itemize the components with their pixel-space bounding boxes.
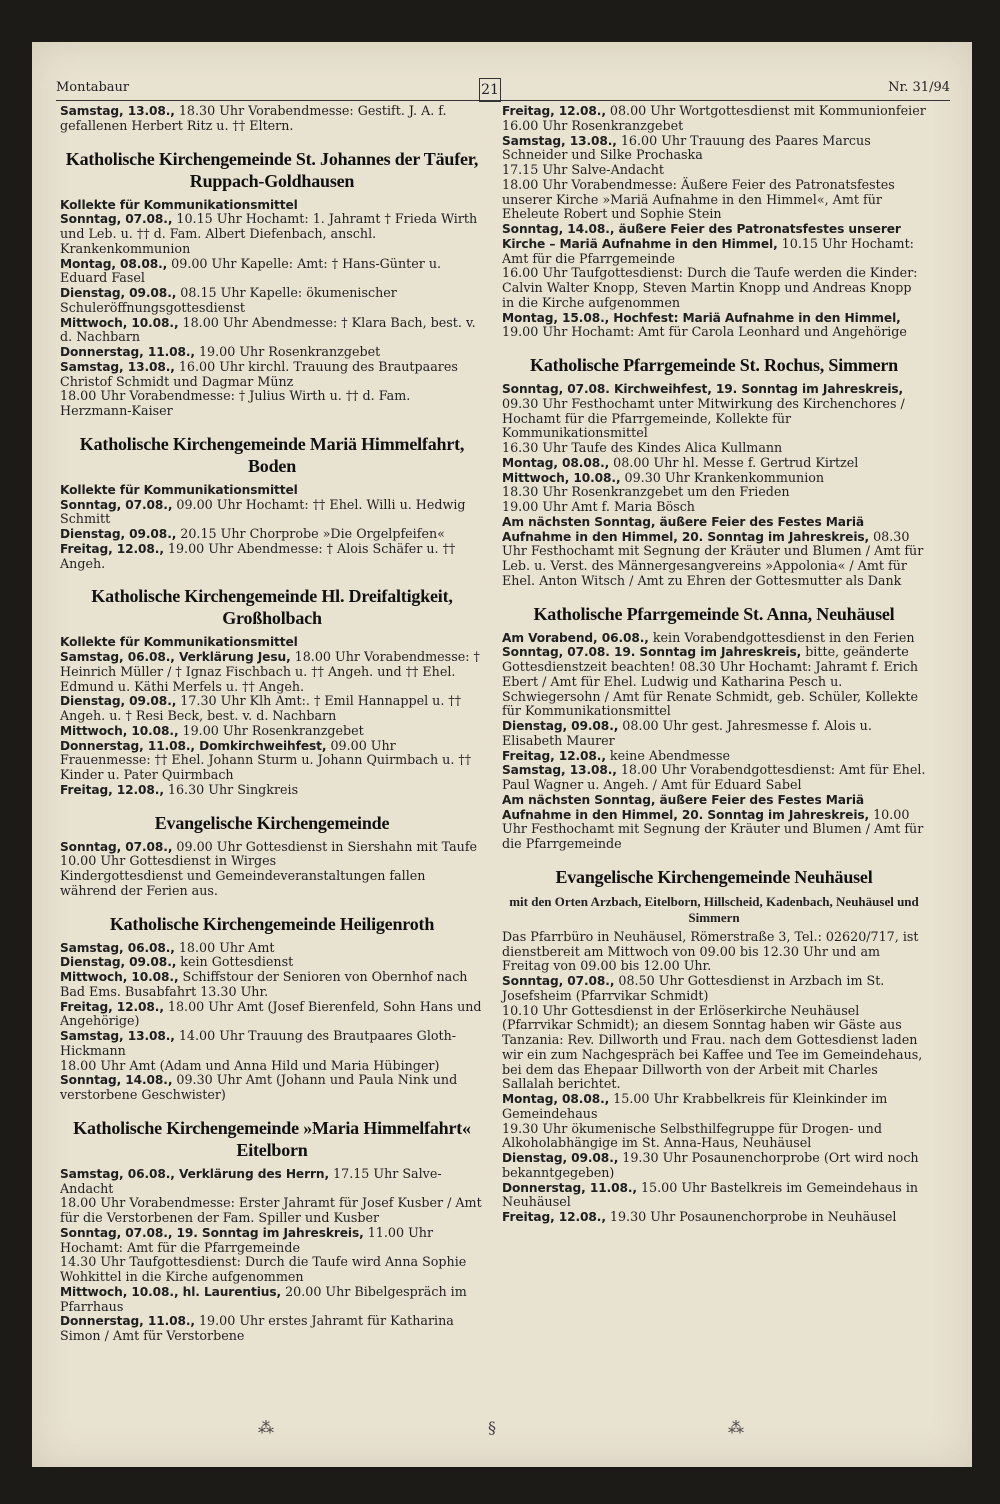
header-rule xyxy=(56,100,950,101)
entry-date: Dienstag, 09.08., xyxy=(60,286,177,300)
entry-date: Sonntag, 07.08. Kirchweihfest, 19. Sonntag im Jahreskreis, xyxy=(502,382,904,396)
entry-date: Montag, 08.08., xyxy=(502,1092,610,1106)
entry-text: kein Gottesdienst xyxy=(176,954,294,970)
entry-text: 18.30 Uhr Rosenkranzgebet um den Frieden xyxy=(502,484,790,500)
entry-date: Freitag, 12.08., xyxy=(502,104,606,118)
schedule-entry xyxy=(502,974,926,1004)
entry-text: 09.00 Uhr Kapelle: Amt: † Hans-Günter u. Eduard Fasel xyxy=(60,255,442,286)
entry-text: 17.15 Uhr Salve-Andacht xyxy=(502,162,664,177)
entry-text: 16.00 Uhr Rosenkranzgebet xyxy=(502,117,684,133)
entry-date: Sonntag, 07.08., xyxy=(60,497,173,512)
entry-date: Samstag, 06.08., Verklärung Jesu, xyxy=(60,650,291,664)
entry-text: 18.00 Uhr Vorabendmesse: Erster Jahramt für Josef Kusber / Amt für die Verstorbenen der Fam. Spiller und Kusber xyxy=(60,1195,482,1225)
schedule-entry xyxy=(60,1226,484,1256)
schedule-entry xyxy=(60,1255,484,1285)
schedule-entry xyxy=(502,719,926,749)
section-heading: Katholische Kirchengemeinde »Maria Himmelfahrt« Eitelborn xyxy=(73,1117,471,1160)
entry-date: Samstag, 06.08., xyxy=(60,940,175,955)
entry-text: 08.00 Uhr gest. Jahresmesse f. Alois u. Elisabeth Maurer xyxy=(502,718,872,748)
entry-text: 18.00 Uhr Vorabendmesse: † Heinrich Müller / † Ignaz Fischbach u. †† Angeh. und †† Ehel. Edmund u. Käthi Merfels u. †† Angeh. xyxy=(60,649,480,694)
entry-date: Kollekte für Kommunikationsmittel xyxy=(60,197,298,212)
entry-date: Dienstag, 09.08., xyxy=(60,694,177,709)
section-heading: Katholische Pfarrgemeinde St. Anna, Neuhäusel xyxy=(533,603,895,624)
entry-text: 18.00 Uhr Vorabendmesse: † Julius Wirth u. †† d. Fam. Herzmann-Kaiser xyxy=(60,388,411,418)
entry-date: Sonntag, 07.08., xyxy=(60,212,173,227)
entry-text: 18.00 Uhr Abendmesse: † Klara Bach, best. v. d. Nachbarn xyxy=(60,314,476,345)
section-heading: Evangelische Kirchengemeinde Neuhäusel xyxy=(555,866,873,887)
entry-text: 08.30 Uhr Festhochamt mit Segnung der Kräuter und Blumen / Amt für Leb. u. Verst. des Männergesangvereins »Appolonia« / Amt für Ehel. Anton Witsch / Amt zu Ehren der Gottesmutter als Dank xyxy=(502,528,924,588)
schedule-entry xyxy=(60,1059,484,1074)
schedule-entry xyxy=(502,222,926,266)
entry-date: Sonntag, 07.08. 19. Sonntag im Jahreskreis, xyxy=(502,645,802,660)
entry-date: Kollekte für Kommunikationsmittel xyxy=(60,482,298,497)
entry-text: 08.50 Uhr Gottesdienst in Arzbach im St. Josefsheim (Pfarrvikar Schmidt) xyxy=(502,973,885,1003)
entry-text: 14.30 Uhr Taufgottesdienst: Durch die Taufe wird Anna Sophie Wohkittel in die Kirche aufgenommen xyxy=(60,1254,467,1284)
entry-text: 09.30 Uhr Festhochamt unter Mitwirkung des Kirchenchores / Hochamt für die Pfarrgemeinde, Kollekte für Kommunikationsmittel xyxy=(502,395,905,441)
entry-text: 16.00 Uhr Taufgottesdienst: Durch die Taufe werden die Kinder: Calvin Walter Knopp, Steven Martin Knopp und Andreas Knopp in die Kirche aufgenommen xyxy=(502,265,918,310)
entry-text: 14.00 Uhr Trauung des Brautpaares Gloth-Hickmann xyxy=(60,1028,457,1058)
entry-text: 18.00 Uhr Vorabendgottesdienst: Amt für Ehel. Paul Wagner u. Angeh. / Amt für Eduard Sabel xyxy=(502,762,926,792)
schedule-entry xyxy=(60,212,484,256)
entry-date: Donnerstag, 11.08., Domkirchweihfest, xyxy=(60,738,327,753)
schedule-entry xyxy=(502,1092,926,1122)
schedule-entry xyxy=(60,345,484,360)
schedule-entry xyxy=(60,1073,484,1103)
schedule-entry xyxy=(60,869,484,899)
schedule-entry xyxy=(60,316,484,346)
schedule-entry xyxy=(502,1210,926,1225)
entry-date: Dienstag, 09.08., xyxy=(502,719,619,733)
entry-date: Samstag, 06.08., Verklärung des Herrn, xyxy=(60,1166,330,1181)
page-header-town: Montabaur xyxy=(56,80,130,95)
entry-text: 16.00 Uhr Trauung des Paares Marcus Schneider und Silke Prochaska xyxy=(502,132,871,163)
newspaper-page xyxy=(32,42,972,1467)
schedule-entry xyxy=(502,793,926,852)
entry-date: Samstag, 13.08., xyxy=(60,1029,175,1043)
schedule-entry xyxy=(60,783,484,798)
entry-text: 09.00 Uhr Frauenmesse: †† Ehel. Johann Sturm u. Johann Quirmbach u. †† Kinder u. Pater Quirmbach xyxy=(60,737,472,782)
section-heading: Katholische Kirchengemeinde Heiligenroth xyxy=(109,913,435,934)
entry-date: Mittwoch, 10.08., xyxy=(502,470,621,485)
entry-text: bitte, geänderte Gottesdienstzeit beachten! 08.30 Uhr Hochamt: Jahramt f. Erich Ebert / Amt für Ehel. Ludwig und Katharina Pesch u. Schwiegersohn / Amt für Renate Schmidt, geb. Schüler, Kollekte für Kommunikationsmittel xyxy=(502,644,919,719)
schedule-entry xyxy=(60,498,484,528)
schedule-entry xyxy=(60,739,484,783)
entry-date: Samstag, 13.08., xyxy=(60,104,175,118)
entry-date: Mittwoch, 10.08., xyxy=(60,970,179,984)
schedule-entry xyxy=(502,631,926,646)
section-heading: Katholische Kirchengemeinde Hl. Dreifaltigkeit, Großholbach xyxy=(91,586,453,629)
entry-date: Am Vorabend, 06.08., xyxy=(502,630,649,645)
entry-date: Freitag, 12.08., xyxy=(60,541,164,556)
binding-hole-mark: ⁂ xyxy=(728,1418,744,1437)
entry-date: Dienstag, 09.08., xyxy=(502,1151,619,1165)
section-heading: Katholische Kirchengemeinde St. Johannes der Täufer, Ruppach-Goldhausen xyxy=(65,148,479,191)
schedule-entry xyxy=(60,840,484,855)
entry-text: 17.30 Uhr Klh Amt:. † Emil Hannappel u. †† Angeh. u. † Resi Beck, best. v. d. Nachbarn xyxy=(60,693,462,723)
entry-text: 17.15 Uhr Salve-Andacht xyxy=(60,1165,442,1196)
schedule-entry xyxy=(502,1122,926,1152)
schedule-entry xyxy=(60,1196,484,1226)
schedule-entry xyxy=(502,515,926,589)
schedule-entry xyxy=(60,389,484,419)
entry-date: Samstag, 13.08., xyxy=(502,763,617,778)
entry-date: Sonntag, 07.08., xyxy=(502,974,615,988)
schedule-entry xyxy=(502,266,926,310)
entry-text: 10.10 Uhr Gottesdienst in der Erlöserkirche Neuhäusel (Pfarrvikar Schmidt); an diesem Sonntag haben wir Gäste aus Tanzania: Rev. Dillworth und Frau. nach dem Gottesdienst laden wir ein zum Nachgespräch bei Kaffee und Tee im Gemeindehaus, bei dem das Ehepaar Dillworth von der Arbeit mit Charles Sallalah berichtet. xyxy=(502,1002,923,1092)
schedule-entry xyxy=(60,854,484,869)
entry-date: Freitag, 12.08., xyxy=(60,999,164,1014)
schedule-entry xyxy=(502,178,926,222)
entry-text: 18.00 Uhr Amt xyxy=(174,939,275,955)
entry-date: Am nächsten Sonntag, äußere Feier des Festes Mariä Aufnahme in den Himmel, 20. Sonntag im Jahreskreis, xyxy=(502,514,870,544)
schedule-entry xyxy=(502,104,926,119)
schedule-entry xyxy=(502,1181,926,1211)
schedule-entry xyxy=(502,763,926,793)
schedule-entry xyxy=(60,257,484,287)
schedule-entry xyxy=(60,1314,484,1344)
entry-date: Freitag, 12.08., xyxy=(60,782,164,797)
entry-text: kein Vorabendgottesdienst in den Ferien xyxy=(648,629,915,645)
section-subheading: mit den Orten Arzbach, Eitelborn, Hillscheid, Kadenbach, Neuhäusel und Simmern xyxy=(509,893,919,925)
schedule-entry xyxy=(60,955,484,970)
schedule-entry xyxy=(502,119,926,134)
entry-text: 19.00 Uhr Amt f. Maria Bösch xyxy=(502,499,695,514)
entry-text: 19.30 Uhr Posaunenchorprobe in Neuhäusel xyxy=(605,1209,897,1224)
entry-text: 16.30 Uhr Taufe des Kindes Alica Kullmann xyxy=(502,440,783,455)
entry-text: 18.00 Uhr Amt (Adam und Anna Hild und Maria Hübinger) xyxy=(60,1057,440,1073)
entry-date: Montag, 15.08., Hochfest: Mariä Aufnahme in den Himmel, xyxy=(502,310,901,325)
entry-date: Samstag, 13.08., xyxy=(502,133,617,148)
entry-text: 16.30 Uhr Singkreis xyxy=(163,781,299,797)
page-header-issue: Nr. 31/94 xyxy=(888,80,950,95)
schedule-entry xyxy=(60,198,484,213)
section-heading: Katholische Kirchengemeinde Mariä Himmelfahrt, Boden xyxy=(79,433,465,476)
schedule-entry xyxy=(60,724,484,739)
entry-text: 19.00 Uhr Rosenkranzgebet xyxy=(178,722,364,738)
schedule-entry xyxy=(502,163,926,178)
schedule-entry xyxy=(60,542,484,572)
entry-text: 08.00 Uhr Wortgottesdienst mit Kommunionfeier xyxy=(605,103,926,118)
entry-date: Donnerstag, 11.08., xyxy=(60,345,195,359)
entry-text: 08.00 Uhr hl. Messe f. Gertrud Kirtzel xyxy=(609,454,859,470)
entry-date: Sonntag, 14.08., äußere Feier des Patronatsfestes unserer Kirche – Mariä Aufnahme in den Himmel, xyxy=(502,222,901,251)
entry-text: 09.00 Uhr Hochamt: †† Ehel. Willi u. Hedwig Schmitt xyxy=(60,496,466,527)
schedule-entry xyxy=(502,471,926,486)
schedule-entry xyxy=(60,1167,484,1197)
entry-text: 19.30 Uhr ökumenische Selbsthilfegruppe für Drogen- und Alkoholabhängige im St. Anna-Haus, Neuhäusel xyxy=(502,1120,882,1151)
entry-date: Sonntag, 07.08., 19. Sonntag im Jahreskreis, xyxy=(60,1225,364,1240)
entry-date: Mittwoch, 10.08., xyxy=(60,315,179,330)
schedule-entry xyxy=(60,1029,484,1059)
schedule-entry xyxy=(60,1000,484,1030)
schedule-entry xyxy=(60,360,484,390)
entry-text: 15.00 Uhr Bastelkreis im Gemeindehaus in Neuhäusel xyxy=(502,1179,919,1210)
entry-date: Dienstag, 09.08., xyxy=(60,955,177,970)
schedule-entry xyxy=(60,483,484,498)
binding-hole-mark: ⁂ xyxy=(258,1418,274,1437)
entry-date: Am nächsten Sonntag, äußere Feier des Festes Mariä Aufnahme in den Himmel, 20. Sonntag im Jahreskreis, xyxy=(502,792,870,822)
entry-text: Schiffstour der Senioren von Obernhof nach Bad Ems. Busabfahrt 13.30 Uhr. xyxy=(60,969,468,999)
entry-date: Freitag, 12.08., xyxy=(502,1210,606,1224)
binding-hole-mark: § xyxy=(488,1418,496,1437)
schedule-entry xyxy=(502,1004,926,1093)
entry-date: Montag, 08.08., xyxy=(502,455,610,470)
entry-date: Donnerstag, 11.08., xyxy=(502,1180,637,1195)
schedule-entry xyxy=(502,930,926,974)
entry-text: 15.00 Uhr Krabbelkreis für Kleinkinder im Gemeindehaus xyxy=(502,1091,888,1121)
schedule-entry xyxy=(502,441,926,456)
entry-text: Kindergottesdienst und Gemeindeveranstaltungen fallen während der Ferien aus. xyxy=(60,868,426,898)
entry-text: 19.30 Uhr Posaunenchorprobe (Ort wird noch bekanntgegeben) xyxy=(502,1150,919,1180)
entry-text: 18.00 Uhr Amt (Josef Bierenfeld, Sohn Hans und Angehörige) xyxy=(60,998,482,1029)
section-heading: Katholische Pfarrgemeinde St. Rochus, Simmern xyxy=(530,355,898,375)
entry-text: 09.00 Uhr Gottesdienst in Siershahn mit Taufe xyxy=(172,838,478,854)
entry-text: 16.00 Uhr kirchl. Trauung des Brautpaares Christof Schmidt und Dagmar Münz xyxy=(60,358,458,389)
entry-date: Kollekte für Kommunikationsmittel xyxy=(60,635,298,650)
schedule-entry xyxy=(502,134,926,164)
entry-text: 08.15 Uhr Kapelle: ökumenischer Schuleröffnungsgottesdienst xyxy=(60,285,397,315)
left-column xyxy=(60,104,484,1344)
entry-text: 10.15 Uhr Hochamt: Amt für die Pfarrgemeinde xyxy=(502,235,914,266)
schedule-entry xyxy=(502,500,926,515)
entry-date: Montag, 08.08., xyxy=(60,256,168,271)
entry-text: 20.15 Uhr Chorprobe »Die Orgelpfeifen« xyxy=(176,526,445,541)
schedule-entry xyxy=(502,311,926,341)
entry-date: Freitag, 12.08., xyxy=(502,748,606,763)
schedule-entry xyxy=(502,485,926,500)
entry-date: Sonntag, 07.08., xyxy=(60,839,173,854)
schedule-entry xyxy=(60,286,484,316)
schedule-entry xyxy=(60,650,484,694)
schedule-entry xyxy=(502,1151,926,1181)
entry-text: 11.00 Uhr Hochamt: Amt für die Pfarrgemeinde xyxy=(60,1224,434,1255)
entry-text: 10.00 Uhr Festhochamt mit Segnung der Kräuter und Blumen / Amt für die Pfarrgemeinde xyxy=(502,806,924,851)
schedule-entry xyxy=(502,749,926,764)
entry-text: 19.00 Uhr erstes Jahramt für Katharina Simon / Amt für Verstorbene xyxy=(60,1313,454,1343)
page-number: 21 xyxy=(479,78,501,102)
schedule-entry xyxy=(502,456,926,471)
entry-date: Dienstag, 09.08., xyxy=(60,527,177,541)
entry-text: 19.00 Uhr Abendmesse: † Alois Schäfer u. †† Angeh. xyxy=(60,540,456,571)
entry-date: Mittwoch, 10.08., hl. Laurentius, xyxy=(60,1284,282,1299)
right-column xyxy=(502,104,926,1225)
schedule-entry xyxy=(502,645,926,719)
entry-date: Mittwoch, 10.08., xyxy=(60,723,179,738)
schedule-entry xyxy=(60,941,484,956)
schedule-entry xyxy=(60,635,484,650)
entry-text: 19.00 Uhr Hochamt: Amt für Carola Leonhard und Angehörige xyxy=(502,324,907,340)
schedule-entry xyxy=(60,527,484,542)
schedule-entry xyxy=(60,694,484,724)
entry-text: 19.00 Uhr Rosenkranzgebet xyxy=(194,344,381,359)
schedule-entry xyxy=(60,1285,484,1315)
schedule-entry xyxy=(60,970,484,1000)
entry-text: 20.00 Uhr Bibelgespräch im Pfarrhaus xyxy=(60,1283,467,1314)
entry-text: 10.15 Uhr Hochamt: 1. Jahramt † Frieda Wirth und Leb. u. †† d. Fam. Albert Diefenbach, anschl. Krankenkommunion xyxy=(60,211,478,256)
entry-text: 10.00 Uhr Gottesdienst in Wirges xyxy=(60,853,277,869)
entry-text: 09.30 Uhr Amt (Johann und Paula Nink und verstorbene Geschwister) xyxy=(60,1072,458,1102)
schedule-entry xyxy=(502,382,926,441)
entry-text: 09.30 Uhr Krankenkommunion xyxy=(620,469,825,485)
entry-date: Sonntag, 14.08., xyxy=(60,1073,173,1088)
schedule-entry xyxy=(60,104,484,134)
entry-text: 18.00 Uhr Vorabendmesse: Äußere Feier des Patronatsfestes unserer Kirche »Mariä Aufnahme in den Himmel«, Amt für Eheleute Robert und Sophie Stein xyxy=(502,176,895,222)
entry-date: Samstag, 13.08., xyxy=(60,359,175,374)
entry-date: Donnerstag, 11.08., xyxy=(60,1314,195,1329)
entry-text: Das Pfarrbüro in Neuhäusel, Römerstraße 3, Tel.: 02620/717, ist dienstbereit am Mittwoch von 09.00 bis 12.30 Uhr und am Freitag von 09.00 bis 12.00 Uhr. xyxy=(502,928,919,974)
entry-text: 18.30 Uhr Vorabendmesse: Gestift. J. A. f. gefallenen Herbert Ritz u. †† Eltern. xyxy=(60,103,447,133)
entry-text: keine Abendmesse xyxy=(605,747,731,763)
section-heading: Evangelische Kirchengemeinde xyxy=(154,812,390,833)
